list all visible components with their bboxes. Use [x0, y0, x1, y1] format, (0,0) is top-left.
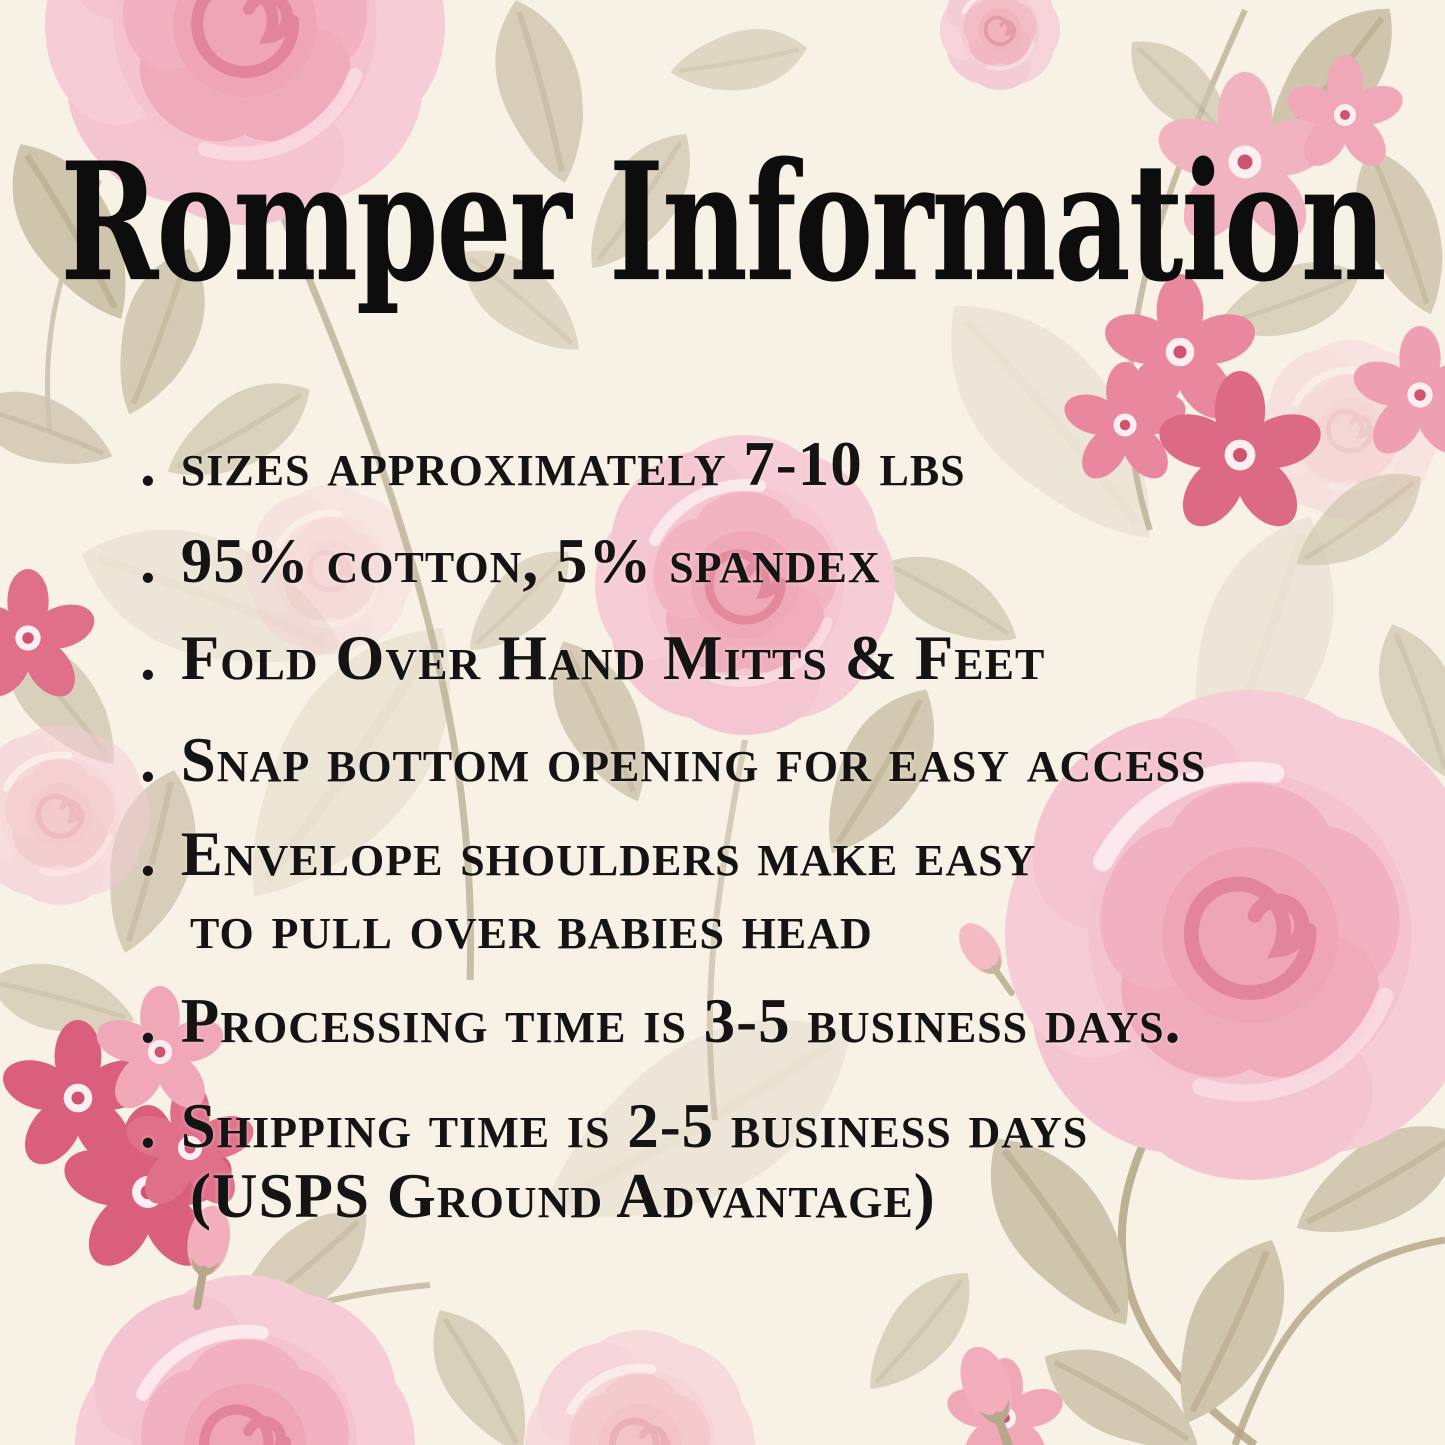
bullet-dot: .: [140, 526, 157, 596]
info-line-mitts: [140, 622, 1045, 695]
info-line-fabric: [140, 525, 881, 598]
page-title: Romper Information: [60, 126, 1385, 318]
info-line-sizes: [140, 428, 966, 501]
info-line-processing: [140, 985, 1181, 1058]
info-line-text: sizes approximately 7-10 lbs: [180, 429, 966, 499]
info-line-text: Fold Over Hand Mitts & Feet: [180, 623, 1046, 693]
info-line-text: Processing time is 3-5 business days.: [180, 986, 1182, 1056]
info-line-text: 95% cotton, 5% spandex: [180, 526, 881, 596]
bullet-dot: .: [140, 819, 157, 889]
info-line-shoulders-cont: [190, 891, 873, 964]
bullet-dot: .: [140, 429, 157, 499]
bullet-dot: .: [140, 725, 157, 795]
info-line-text: Snap bottom opening for easy access: [180, 725, 1207, 795]
info-line-text: to pull over babies head: [190, 892, 873, 962]
info-line-shipping: [140, 1090, 1088, 1163]
info-line-snap: [140, 724, 1206, 797]
info-line-shipping-cont: [190, 1160, 936, 1233]
info-line-text: Shipping time is 2-5 business days: [180, 1091, 1089, 1161]
info-line-shoulders: [140, 818, 1036, 891]
info-line-text: (USPS Ground Advantage): [190, 1161, 936, 1231]
bullet-dot: .: [140, 1091, 157, 1161]
info-line-text: Envelope shoulders make easy: [180, 819, 1037, 889]
bullet-dot: .: [140, 623, 157, 693]
bullet-dot: .: [140, 986, 157, 1056]
